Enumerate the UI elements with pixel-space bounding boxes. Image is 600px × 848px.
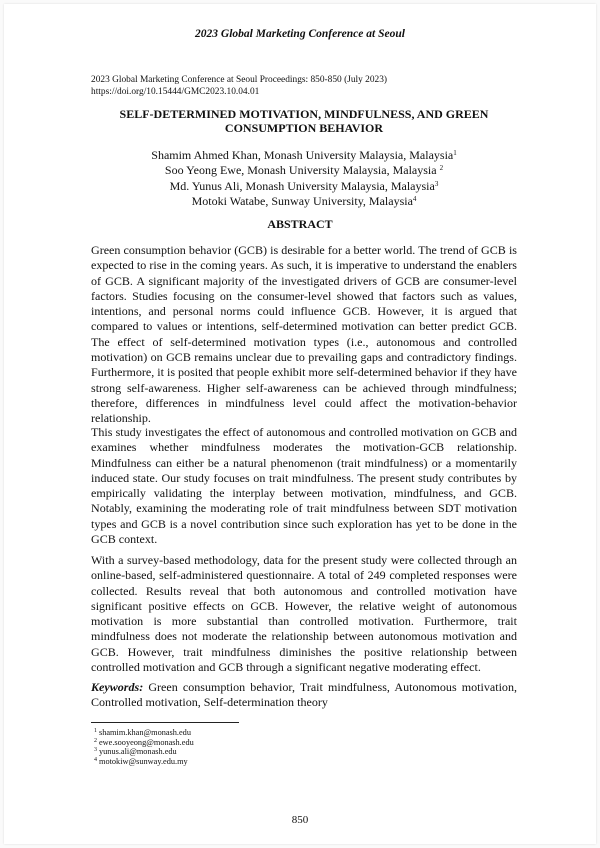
footnote-mark: 4 [412,194,417,203]
author-3 [91,179,517,194]
footnote-4 [94,757,194,767]
document-page [4,4,596,844]
abstract-paragraph-1: Green consumption behavior (GCB) is desirable for a better world. The trend of GCB is expected to rise in the coming years. As such, it is imperative to understand the enablers of GCB. A significant majority of the investigated drivers of GCB are consumer-level factors. Studies focusing on the consumer-level showed that factors such as values, intentions, and personal norms could influence GCB. However, it is argued that compared to values or intentions, self-determined motivation can better predict GCB. The effect of self-determined motivation types (i.e., autonomous and controlled motivation) on GCB remains unclear due to prevailing gaps and contradictory findings. Furthermore, it is posited that people exhibit more self-determined behavior if they have strong self-awareness. Higher self-awareness can be achieved through mindfulness; therefore, differences in mindfulness level could affect the motivation-behavior relationship. [91,243,517,426]
footnote-divider [91,722,239,723]
author-name: Soo Yeong Ewe, Monash University Malaysia, Malaysia [164,163,440,178]
keywords [91,680,517,711]
email-link[interactable]: yunus.ali@monash.edu [99,747,177,757]
email-link[interactable]: shamim.khan@monash.edu [99,728,191,737]
footnote-mark: 2 [439,164,444,173]
author-2 [91,163,517,178]
footnote-mark: 3 [94,747,97,754]
publication-meta [91,75,387,98]
proceedings-line: 2023 Global Marketing Conference at Seoul Proceedings: 850-850 (July 2023) [91,75,388,85]
keywords-label: Keywords: [91,680,144,694]
email-link[interactable]: motokiw@sunway.edu.my [99,756,188,766]
footnote-mark: 1 [94,728,97,734]
title-line-2: CONSUMPTION BEHAVIOR [224,121,384,135]
doi-link[interactable]: https://doi.org/10.15444/GMC2023.10.04.01 [91,86,260,97]
footnote-mark: 1 [453,149,457,157]
author-list [91,148,517,209]
page-number: 850 [291,814,309,826]
footnote-mark: 4 [94,756,97,763]
abstract-heading: ABSTRACT [267,217,333,231]
running-head: 2023 Global Marketing Conference at Seoul [195,28,405,40]
abstract-paragraph-3: With a survey-based methodology, data for the present study were collected through an online-based, self-administered questionnaire. A total of 249 completed responses were collected. Results reveal that both autonomous and controlled motivation have significant positive effects on GCB. However, the relative weight of autonomous motivation is more substantial than controlled motivation. Furthermore, trait mindfulness does not moderate the relationship between autonomous motivation and GCB. However, trait mindfulness diminishes the positive relationship between controlled motivation and GCB through a significant negative moderating effect. [91,553,517,675]
footnotes [94,728,194,766]
title-line-1: SELF-DETERMINED MOTIVATION, MINDFULNESS, AND GREEN [119,107,489,121]
footnote-3 [94,747,194,757]
abstract-paragraph-2: This study investigates the effect of autonomous and controlled motivation on GCB and examines whether mindfulness moderates the motivation-GCB relationship. Mindfulness can either be a natural phenomenon (trait mindfulness) or a momentarily induced state. Our study focuses on trait mindfulness. The present study contributes by empirically validating the interplay between motivation, mindfulness, and GCB. Notably, examining the moderating role of trait mindfulness between SDT motivation types and GCB is a novel contribution since such exploration has yet to be done in the GCB context. [91,425,517,547]
footnote-mark: 2 [94,737,97,744]
footnote-1 [94,728,194,738]
keywords-text: Green consumption behavior, Trait mindfulness, Autonomous motivation, Controlled motivation, Self-determination theory [91,680,517,710]
email-link[interactable]: ewe.sooyeong@monash.edu [99,737,194,747]
footnote-mark: 3 [434,179,439,188]
footnote-2 [94,738,194,748]
paper-title [91,107,517,135]
author-4 [91,194,517,209]
author-name: Shamim Ahmed Khan, Monash University Malaysia, Malaysia [151,148,454,162]
author-name: Motoki Watabe, Sunway University, Malaysia [191,193,413,208]
author-1 [91,148,517,163]
author-name: Md. Yunus Ali, Monash University Malaysia, Malaysia [169,178,435,193]
